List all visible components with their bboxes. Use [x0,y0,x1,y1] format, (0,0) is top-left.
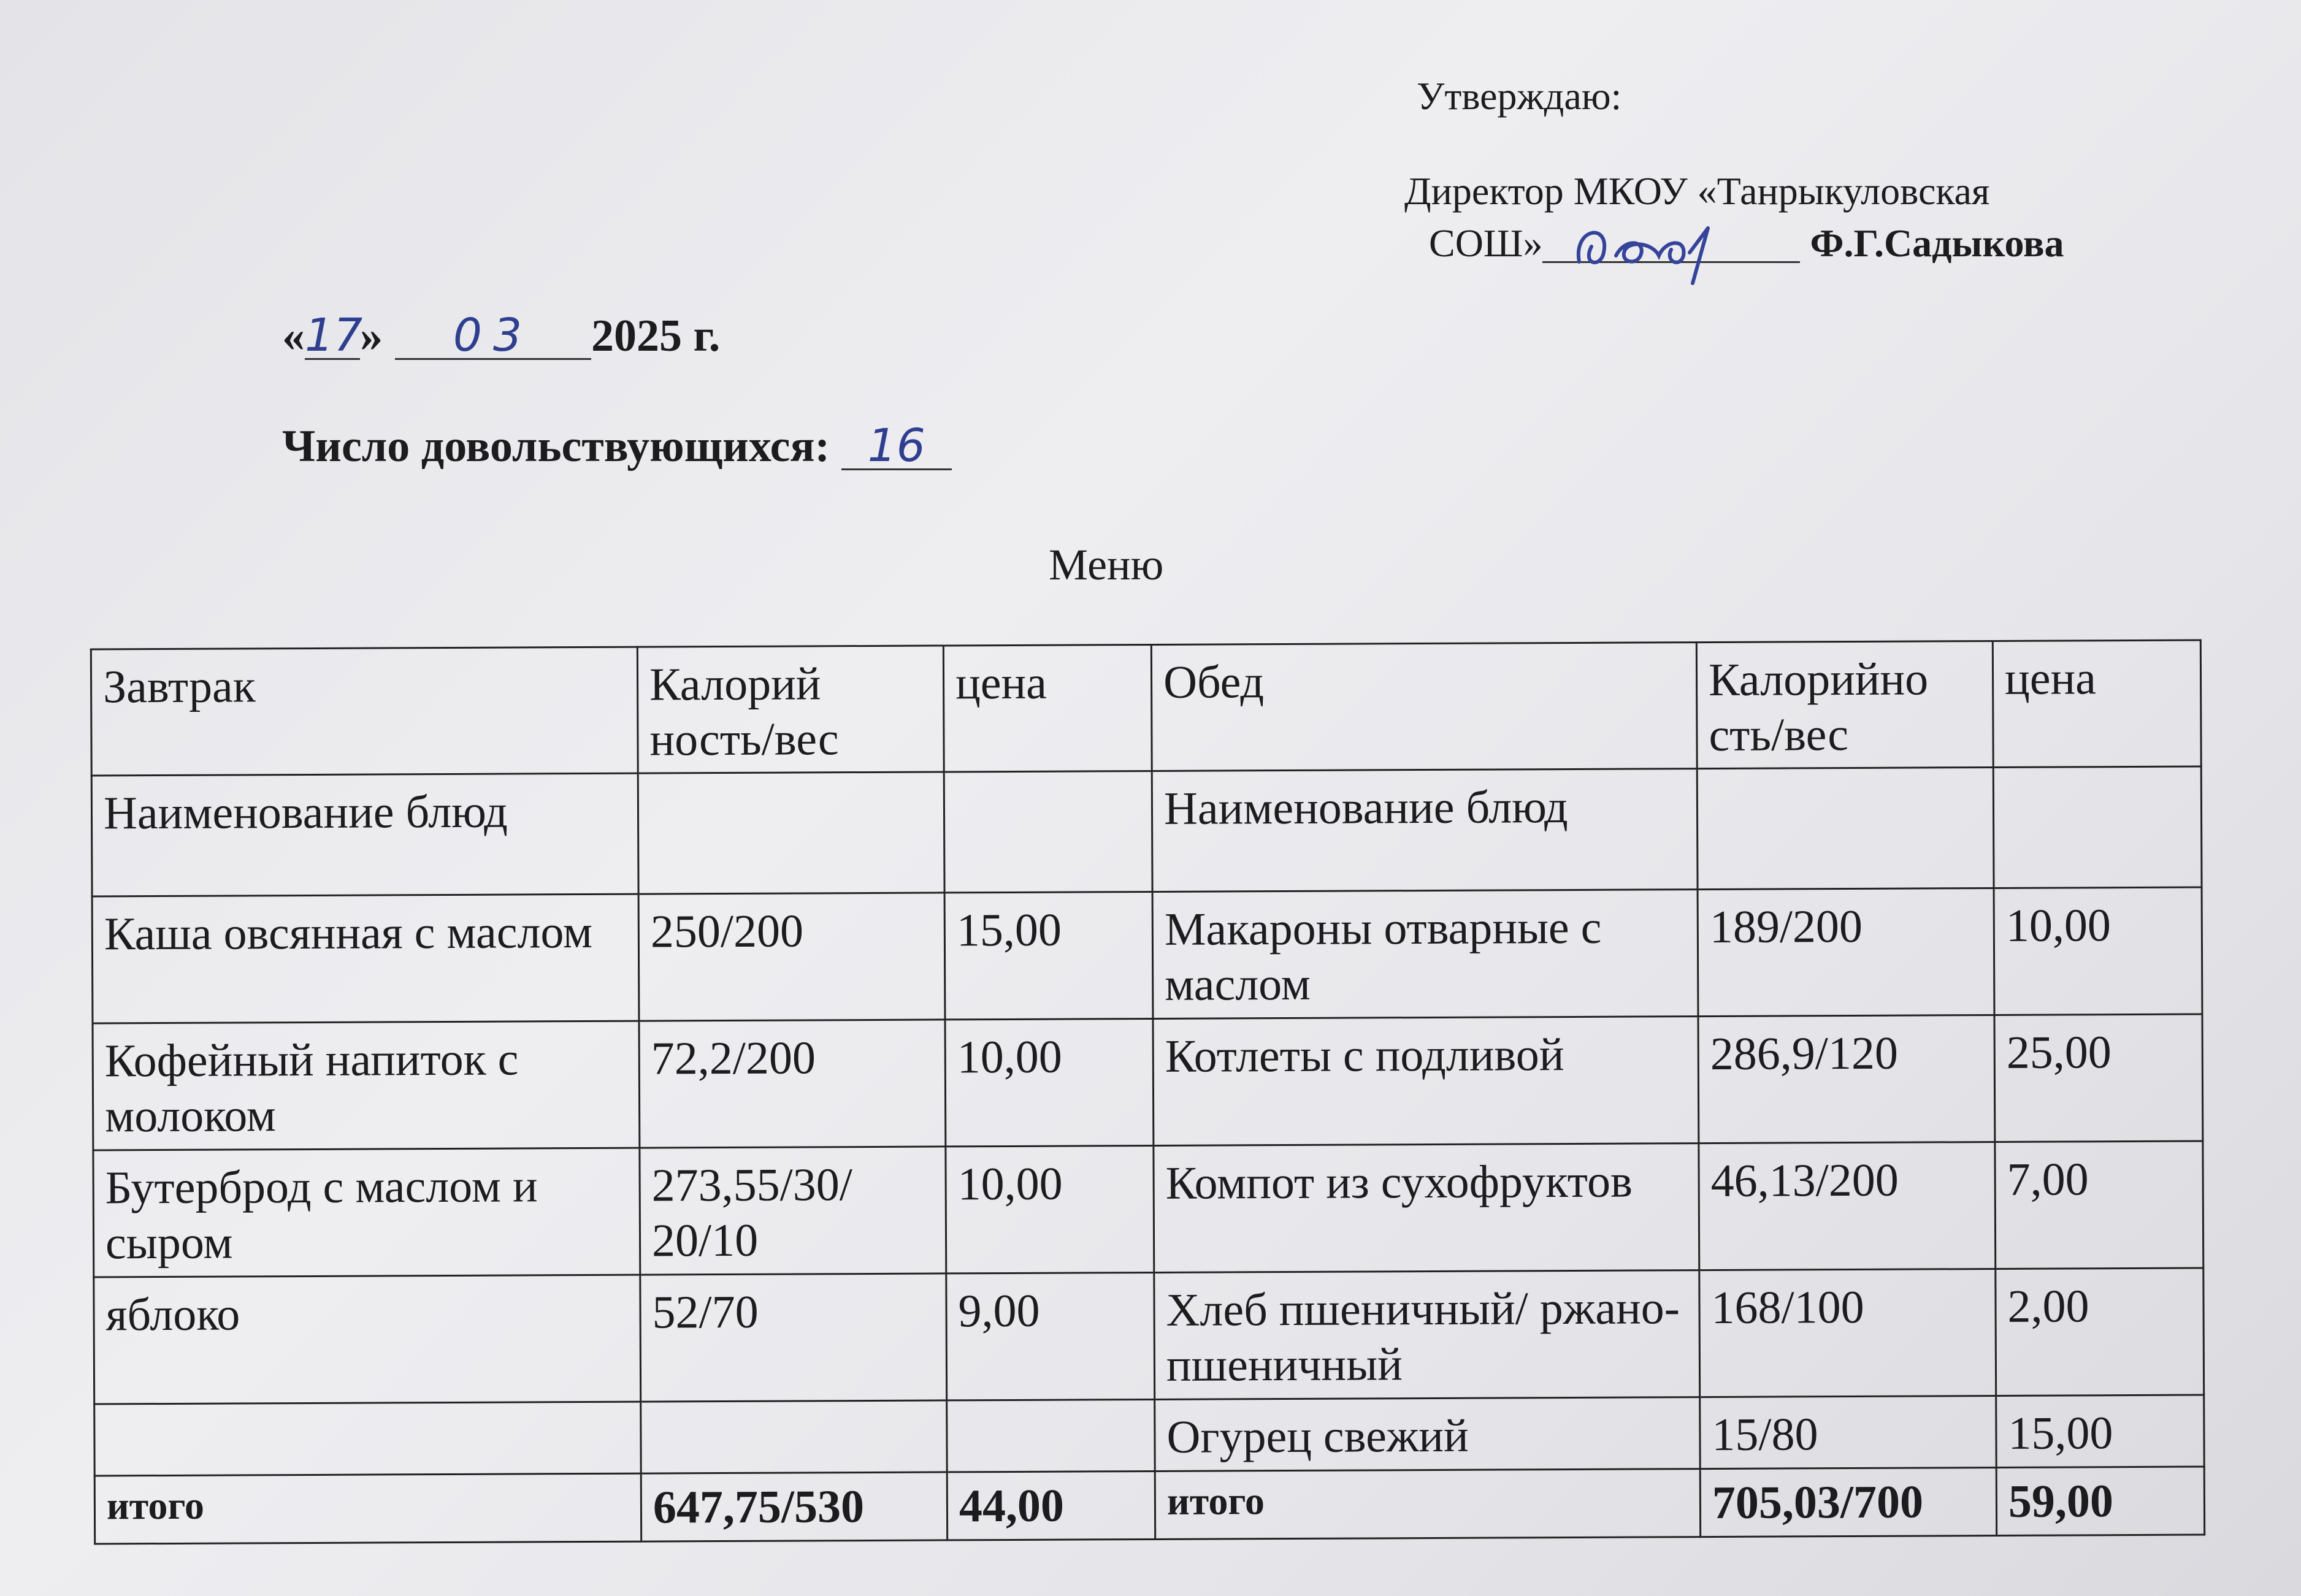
school-signature-line [1429,221,2064,265]
breakfast-price: 15,00 [944,892,1153,1020]
subheader-dish-names-breakfast: Наименование блюд [91,773,638,896]
breakfast-price: 10,00 [946,1146,1154,1273]
signature-mark [1567,204,1788,289]
lunch-price: 15,00 [1996,1395,2205,1467]
breakfast-calories: 250/200 [638,893,945,1021]
subheader-empty [1697,768,1994,890]
breakfast-calories [641,1400,948,1473]
date-line [282,309,721,362]
date-day: 17 [305,309,363,362]
count-value: 16 [841,423,952,470]
lunch-calories: 168/100 [1699,1269,1996,1397]
table-row [93,1141,2203,1277]
lunch-price: 7,00 [1995,1141,2203,1269]
breakfast-calories: 52/70 [640,1273,947,1402]
header-lunch: Обед [1151,643,1697,771]
subheader-empty [944,771,1152,893]
breakfast-total-label: итого [94,1473,641,1544]
school-prefix: СОШ» [1429,221,1543,265]
lunch-total-price: 59,00 [1996,1467,2204,1535]
breakfast-total-price: 44,00 [947,1471,1155,1540]
signature-blank [1542,228,1800,263]
breakfast-dish: Каша овсянная с маслом [92,894,639,1023]
breakfast-price: 9,00 [946,1273,1155,1400]
lunch-calories: 189/200 [1698,888,1994,1017]
approval-heading: Утверждаю: [1417,74,1622,118]
table-row [94,1268,2204,1404]
lunch-dish: Компот из сухофруктов [1154,1144,1699,1273]
subheader-empty [1993,766,2202,888]
header-price-lunch: цена [1993,640,2201,768]
header-breakfast: Завтрак [91,647,638,776]
director-line: Директор МКОУ «Танрыкуловская [1404,169,1990,213]
breakfast-price [947,1400,1155,1472]
table-row [94,1395,2204,1476]
lunch-calories: 15/80 [1700,1396,1997,1469]
lunch-dish: Хлеб пшеничный/ ржано-пшеничный [1154,1270,1700,1400]
table-subheader-row [91,766,2202,896]
table-row [92,887,2202,1023]
lunch-price: 2,00 [1996,1268,2204,1396]
date-month: 03 [395,313,591,360]
breakfast-calories: 72,2/200 [639,1020,946,1148]
subheader-dish-names-lunch: Наименование блюд [1152,769,1698,892]
date-open-quote: « [282,311,305,361]
breakfast-price: 10,00 [945,1019,1154,1147]
header-calories-breakfast: Калорий ность/вес [637,646,944,774]
director-name: Ф.Г.Садыкова [1810,221,2064,265]
subheader-empty [638,772,944,894]
lunch-dish: Макароны отварные с маслом [1152,890,1698,1019]
table-total-row [94,1467,2204,1544]
date-year: 2025 г. [591,311,721,361]
breakfast-total-calories: 647,75/530 [641,1472,947,1541]
lunch-calories: 286,9/120 [1698,1015,1995,1144]
lunch-dish: Огурец свежий [1155,1397,1701,1472]
lunch-price: 25,00 [1994,1014,2203,1142]
breakfast-calories: 273,55/30/ 20/10 [640,1147,946,1275]
lunch-total-calories: 705,03/700 [1700,1467,1996,1537]
lunch-total-label: итого [1155,1469,1700,1540]
date-close-quote: » [360,311,383,361]
breakfast-dish: Бутерброд с маслом и сыром [93,1148,640,1277]
lunch-price: 10,00 [1994,887,2202,1015]
count-label: Число довольствующихся: [282,421,830,472]
count-line [282,419,952,472]
lunch-calories: 46,13/200 [1699,1142,1996,1270]
lunch-dish: Котлеты с подливой [1153,1017,1699,1146]
breakfast-dish: яблоко [94,1275,641,1404]
header-calories-lunch: Калорийно сть/вес [1696,641,1993,768]
header-price-breakfast: цена [943,644,1152,772]
breakfast-dish [94,1402,641,1476]
breakfast-dish: Кофейный напиток с молоком [93,1021,640,1150]
table-row [93,1014,2203,1150]
menu-table [90,639,2205,1544]
table-header-row [91,640,2201,776]
menu-title: Меню [1049,540,1164,589]
